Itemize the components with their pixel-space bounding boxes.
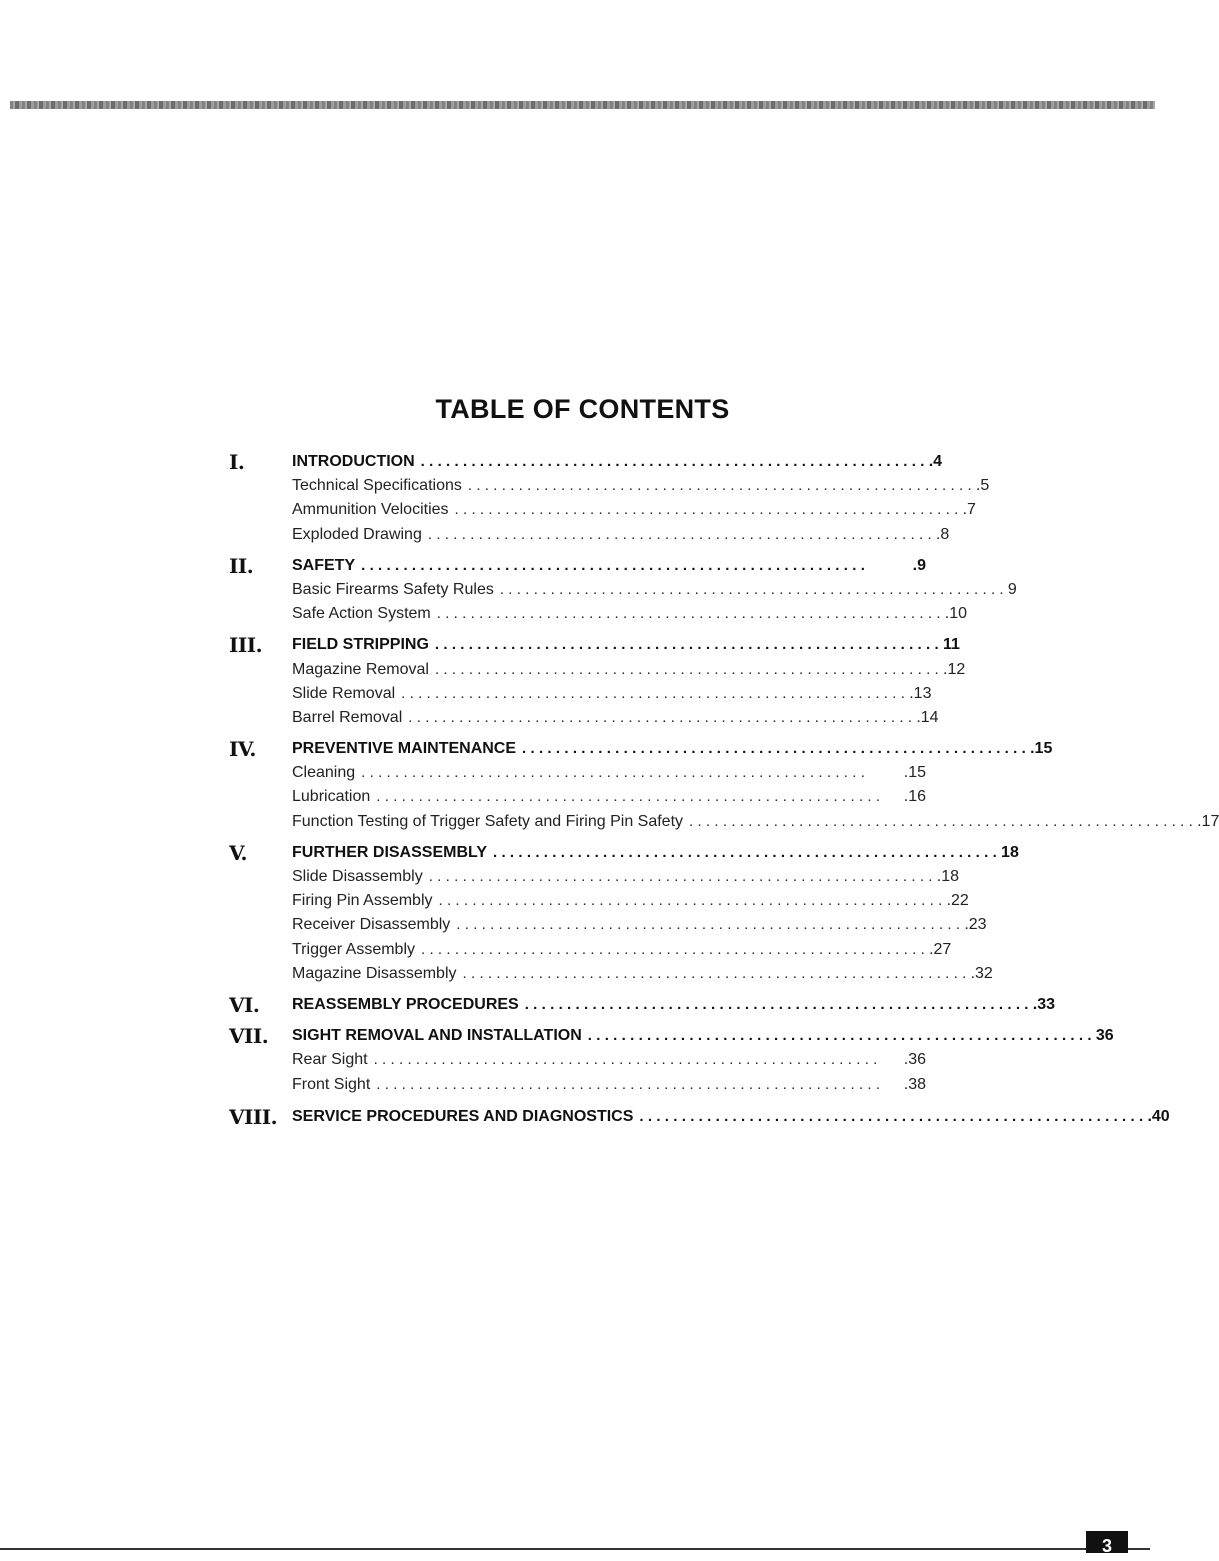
dot-leader: ............................................................ — [434, 636, 943, 654]
dot-leader: ............................................................ — [376, 1075, 885, 1093]
entry-label: Magazine Removal — [292, 660, 429, 678]
entry-label: Slide Removal — [292, 684, 396, 702]
toc-sub-entry[interactable] — [292, 889, 969, 913]
entry-page-number: .10 — [944, 605, 968, 623]
entry-label: Trigger Assembly — [292, 940, 415, 958]
toc-sub-entry[interactable] — [292, 682, 932, 706]
toc-sub-entry[interactable] — [292, 810, 1219, 834]
dot-leader: ............................................................ — [436, 605, 945, 623]
entry-label: Technical Specifications — [292, 477, 462, 495]
toc-heading-entry[interactable] — [292, 450, 943, 474]
entry-page-number: .16 — [903, 788, 926, 806]
entry-label: Receiver Disassembly — [292, 916, 451, 934]
toc-sub-entry[interactable] — [292, 523, 950, 547]
section-page-number: .15 — [1030, 740, 1053, 758]
toc-sub-entry[interactable] — [292, 498, 976, 522]
dot-leader: ............................................................ — [456, 916, 965, 934]
page-title: TABLE OF CONTENTS — [435, 394, 730, 424]
dot-leader: ............................................................ — [689, 812, 1198, 830]
entry-label: Slide Disassembly — [292, 868, 423, 885]
dot-leader: ............................................................ — [467, 477, 976, 495]
dot-leader: ............................................................ — [524, 995, 1033, 1013]
entry-page-number: .8 — [935, 525, 950, 543]
entry-label: Front Sight — [292, 1075, 371, 1093]
dot-leader: ............................................................ — [454, 501, 963, 519]
toc-sub-entry[interactable] — [292, 706, 939, 730]
toc-sub-entry[interactable] — [292, 938, 952, 962]
dot-leader: ............................................................ — [361, 764, 870, 782]
dot-leader: ............................................................ — [401, 684, 910, 702]
section-numeral: II. — [229, 553, 254, 578]
section-page-number: .33 — [1032, 995, 1056, 1013]
section-title: FIELD STRIPPING — [292, 636, 429, 654]
dot-leader: ............................................................ — [361, 556, 870, 574]
section-numeral: III. — [229, 633, 263, 658]
section-page-number: 36 — [1095, 1027, 1114, 1045]
entry-page-number: .17 — [1197, 812, 1219, 830]
dot-leader: ............................................................ — [408, 708, 917, 726]
entry-page-number: .27 — [929, 940, 952, 958]
section-numeral: VII. — [229, 1024, 269, 1049]
entry-page-number: .13 — [909, 684, 932, 702]
dot-leader: ............................................................ — [421, 940, 930, 958]
toc-section — [229, 553, 1017, 627]
toc-section — [229, 840, 1019, 986]
section-page-number: .9 — [912, 556, 926, 574]
entry-label: Rear Sight — [292, 1051, 368, 1069]
entry-label: Firing Pin Assembly — [292, 892, 433, 910]
section-title: SIGHT REMOVAL AND INSTALLATION — [292, 1027, 582, 1045]
toc-heading-entry[interactable] — [292, 737, 1053, 761]
toc-heading-entry[interactable] — [292, 993, 1056, 1017]
toc-section — [229, 450, 990, 547]
toc-sub-entry[interactable] — [292, 913, 987, 937]
entry-label: Function Testing of Trigger Safety and Firing Pin Safety — [292, 812, 684, 830]
entry-page-number: .22 — [946, 892, 969, 910]
toc-section — [229, 992, 1056, 1017]
entry-page-number: .5 — [975, 477, 990, 495]
top-decorative-rule — [10, 101, 1155, 109]
toc-sub-entry[interactable] — [292, 658, 966, 682]
section-title: REASSEMBLY PROCEDURES — [292, 995, 519, 1013]
section-title: SERVICE PROCEDURES AND DIAGNOSTICS — [292, 1107, 634, 1125]
section-numeral: IV. — [229, 737, 256, 762]
dot-leader: ............................................................ — [438, 892, 947, 910]
dot-leader: ............................................................ — [427, 525, 936, 543]
toc-heading-entry[interactable] — [292, 554, 926, 578]
toc-section — [229, 1024, 1114, 1097]
entry-page-number: .23 — [964, 916, 987, 934]
section-numeral: I. — [229, 450, 245, 474]
toc-heading-entry[interactable] — [292, 633, 960, 657]
dot-leader: ............................................................ — [492, 843, 1002, 861]
section-title: FURTHER DISASSEMBLY — [292, 843, 487, 861]
entry-label: Barrel Removal — [292, 708, 403, 726]
dot-leader: ............................................................ — [587, 1027, 1096, 1045]
toc-heading-entry[interactable] — [292, 1024, 1114, 1048]
entry-page-number: .7 — [962, 501, 976, 519]
dot-leader: ............................................................ — [420, 453, 929, 470]
entry-label: Safe Action System — [292, 605, 431, 623]
section-title: SAFETY — [292, 556, 356, 574]
entry-page-number: .12 — [943, 660, 966, 678]
entry-page-number: .15 — [903, 764, 926, 782]
dot-leader: ............................................................ — [639, 1107, 1148, 1125]
entry-page-number: .38 — [903, 1075, 926, 1093]
toc-sub-entry[interactable] — [292, 865, 960, 889]
toc-section — [229, 1104, 1170, 1129]
toc-heading-entry[interactable] — [292, 841, 1019, 865]
toc-sub-entry[interactable] — [292, 785, 926, 809]
section-numeral: V. — [229, 840, 247, 865]
dot-leader: ............................................................ — [462, 964, 971, 982]
section-page-number: 11 — [942, 636, 960, 654]
entry-page-number: .14 — [916, 708, 939, 726]
toc-sub-entry[interactable] — [292, 602, 968, 626]
toc-sub-entry[interactable] — [292, 761, 926, 785]
entry-label: Magazine Disassembly — [292, 964, 457, 982]
page-number: 3 — [1086, 1531, 1128, 1553]
table-of-contents — [229, 450, 1219, 1129]
section-page-number: .40 — [1147, 1107, 1170, 1125]
entry-page-number: 9 — [1007, 580, 1017, 598]
bottom-rule — [0, 1548, 1150, 1550]
section-numeral: VI. — [229, 992, 260, 1017]
toc-sub-entry[interactable] — [292, 578, 1017, 602]
dot-leader: ............................................................ — [499, 580, 1008, 598]
section-title: PREVENTIVE MAINTENANCE — [292, 740, 517, 758]
section-page-number: .4 — [928, 453, 943, 470]
toc-section — [229, 633, 966, 730]
entry-label: Lubrication — [292, 788, 371, 806]
entry-page-number: .32 — [970, 964, 993, 982]
section-page-number: 18 — [1001, 843, 1019, 861]
dot-leader: ............................................................ — [522, 740, 1031, 758]
toc-sub-entry[interactable] — [292, 474, 990, 498]
entry-label: Exploded Drawing — [292, 525, 422, 543]
toc-sub-entry[interactable] — [292, 1048, 926, 1072]
dot-leader: ............................................................ — [376, 788, 885, 806]
entry-label: Ammunition Velocities — [292, 501, 449, 519]
dot-leader: ............................................................ — [373, 1051, 882, 1069]
section-numeral: VIII. — [229, 1104, 278, 1129]
entry-label: Cleaning — [292, 764, 356, 782]
toc-heading-entry[interactable] — [292, 1105, 1170, 1129]
entry-page-number: .18 — [936, 868, 960, 885]
entry-label: Basic Firearms Safety Rules — [292, 580, 494, 598]
toc-sub-entry[interactable] — [292, 962, 993, 986]
toc-sub-entry[interactable] — [292, 1073, 926, 1097]
toc-section — [229, 737, 1219, 834]
dot-leader: ............................................................ — [434, 660, 944, 678]
dot-leader: ............................................................ — [428, 868, 937, 885]
entry-page-number: .36 — [903, 1051, 926, 1069]
section-title: INTRODUCTION — [292, 453, 415, 470]
